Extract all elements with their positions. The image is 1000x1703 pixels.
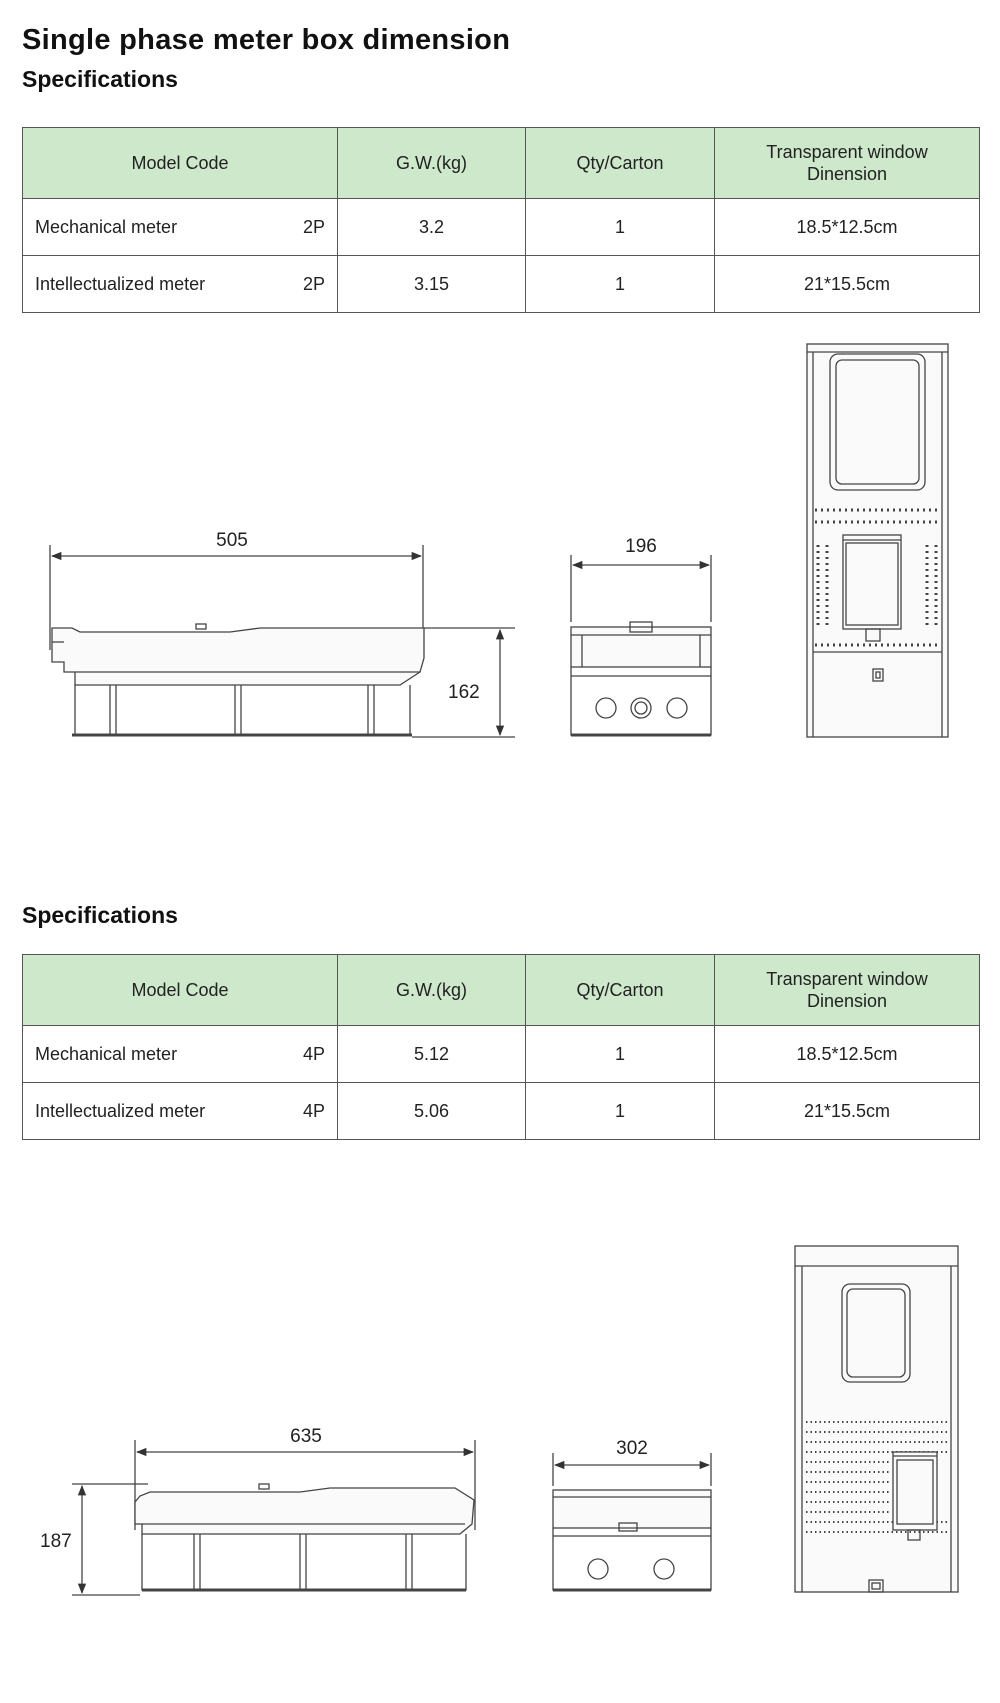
dim-length: 505: [216, 530, 248, 551]
spec-heading-1: Specifications: [22, 66, 178, 92]
front-view-drawing: [795, 1246, 958, 1592]
window-cell: 21*15.5cm: [715, 256, 980, 313]
model-pole: 4P: [302, 1100, 325, 1121]
model-name: Mechanical meter: [35, 216, 178, 237]
header-qty: Qty/Carton: [526, 128, 715, 199]
header-gw: G.W.(kg): [338, 128, 526, 199]
table-row: [23, 1083, 980, 1140]
front-view-drawing: [807, 344, 948, 737]
drawing-2p: [0, 360, 1000, 760]
header-model-code: Model Code: [23, 128, 338, 199]
header-window: [715, 128, 980, 199]
table-header-row: [23, 955, 980, 1026]
dim-width: 302: [616, 1438, 648, 1459]
model-cell: [23, 199, 338, 256]
page-title: Single phase meter box dimension: [22, 24, 511, 56]
header-window-line2: Dinension: [806, 991, 888, 1011]
qty-cell: 1: [526, 1083, 715, 1140]
gw-cell: 5.12: [338, 1026, 526, 1083]
dim-width: 196: [625, 536, 657, 557]
qty-cell: 1: [526, 256, 715, 313]
table-row: [23, 199, 980, 256]
header-window-line2: Dinension: [806, 164, 888, 184]
header-window-line1: Transparent window: [766, 142, 928, 162]
header-window-line1: Transparent window: [766, 969, 928, 989]
window-cell: 18.5*12.5cm: [715, 199, 980, 256]
end-view-drawing: [553, 1453, 711, 1590]
gw-cell: 3.2: [338, 199, 526, 256]
gw-cell: 3.15: [338, 256, 526, 313]
spec-table-2p: [22, 127, 980, 313]
window-cell: 18.5*12.5cm: [715, 1026, 980, 1083]
side-view-drawing: [72, 1440, 475, 1595]
model-pole: 2P: [302, 273, 325, 294]
qty-cell: 1: [526, 1026, 715, 1083]
header-qty: Qty/Carton: [526, 955, 715, 1026]
gw-cell: 5.06: [338, 1083, 526, 1140]
model-name: Mechanical meter: [35, 1043, 178, 1064]
table-row: [23, 1026, 980, 1083]
model-pole: 2P: [302, 216, 325, 237]
dim-height: 187: [40, 1531, 72, 1552]
dim-height: 162: [448, 682, 480, 703]
model-cell: [23, 256, 338, 313]
end-view-drawing: [571, 555, 711, 735]
spec-table-4p: [22, 954, 980, 1140]
model-cell: [23, 1083, 338, 1140]
table-row: [23, 256, 980, 313]
side-view-drawing: [50, 545, 515, 737]
model-name: Intellectualized meter: [35, 273, 206, 294]
model-cell: [23, 1026, 338, 1083]
header-gw: G.W.(kg): [338, 955, 526, 1026]
header-window: [715, 955, 980, 1026]
spec-heading-2: Specifications: [22, 902, 178, 928]
qty-cell: 1: [526, 199, 715, 256]
window-cell: 21*15.5cm: [715, 1083, 980, 1140]
model-pole: 4P: [302, 1043, 325, 1064]
model-name: Intellectualized meter: [35, 1100, 206, 1121]
table-header-row: [23, 128, 980, 199]
drawing-4p: [0, 1240, 1000, 1680]
dim-length: 635: [290, 1426, 322, 1447]
header-model-code: Model Code: [23, 955, 338, 1026]
